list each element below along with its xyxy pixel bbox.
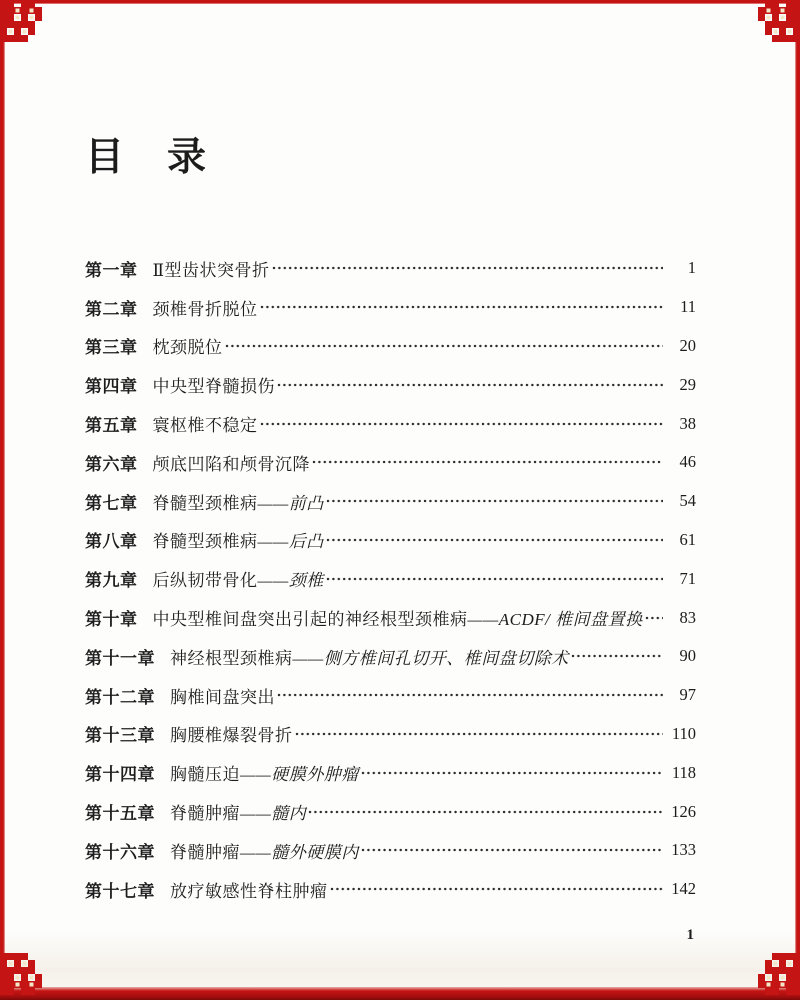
toc-entry xyxy=(85,404,696,443)
dot-leader xyxy=(260,420,664,428)
page-number: 142 xyxy=(671,879,696,899)
chapter-title: 胸腰椎爆裂骨折 xyxy=(170,726,293,746)
chapter-label: 第九章 xyxy=(85,571,138,591)
toc-entry xyxy=(85,792,696,831)
knot-ornament-icon xyxy=(0,0,42,42)
chapter-title: 颈椎骨折脱位 xyxy=(152,299,258,319)
chapter-title: 放疗敏感性脊柱肿瘤 xyxy=(170,881,328,901)
dot-leader xyxy=(361,769,663,777)
page-number: 118 xyxy=(671,762,696,782)
chapter-title: 中央型脊髓损伤 xyxy=(152,377,275,397)
dot-leader xyxy=(260,303,664,311)
page-number: 46 xyxy=(679,452,696,472)
chapter-label: 第一章 xyxy=(85,260,138,280)
dot-leader xyxy=(295,730,664,738)
chapter-label: 第十章 xyxy=(85,610,138,630)
chapter-title: 寰枢椎不稳定 xyxy=(152,416,258,436)
page-number: 90 xyxy=(679,646,696,666)
knot-ornament-icon xyxy=(0,953,42,995)
toc-entry xyxy=(85,482,696,521)
page-border-top xyxy=(0,0,800,4)
chapter-label: 第七章 xyxy=(85,493,138,513)
page-number: 97 xyxy=(679,685,696,705)
chapter-label: 第十四章 xyxy=(85,765,155,785)
chapter-subtitle: ——硬膜外肿瘤 xyxy=(240,765,359,785)
chapter-label: 第四章 xyxy=(85,377,138,397)
toc-entry xyxy=(85,676,696,715)
page-number: 54 xyxy=(679,491,696,511)
dot-leader xyxy=(361,846,663,854)
page-title: 目 录 xyxy=(85,136,209,179)
chapter-label: 第八章 xyxy=(85,532,138,552)
page-number: 110 xyxy=(671,723,696,743)
page-number: 38 xyxy=(679,413,696,433)
toc-entry xyxy=(85,288,696,327)
page-number: 11 xyxy=(680,297,696,317)
chapter-title: 神经根型颈椎病 xyxy=(170,648,293,668)
knot-ornament-icon xyxy=(758,0,800,42)
chapter-title: 脊髓肿瘤 xyxy=(170,804,240,824)
page-number: 29 xyxy=(679,374,696,394)
knot-ornament-icon xyxy=(758,953,800,995)
page-border-right xyxy=(795,0,800,1000)
chapter-subtitle: ——髓外硬膜内 xyxy=(240,842,359,862)
chapter-label: 第三章 xyxy=(85,338,138,358)
toc-entry xyxy=(85,637,696,676)
dot-leader xyxy=(571,652,663,660)
chapter-label: 第十七章 xyxy=(85,881,155,901)
chapter-title: 脊髓型颈椎病 xyxy=(152,493,258,513)
chapter-subtitle: ——颈椎 xyxy=(257,571,324,591)
chapter-title: 脊髓肿瘤 xyxy=(170,842,240,862)
dot-leader xyxy=(225,342,664,350)
toc-entry xyxy=(85,327,696,366)
toc-entry xyxy=(85,249,696,288)
page-number: 133 xyxy=(671,840,696,860)
page-number: 126 xyxy=(671,801,696,821)
toc-entry xyxy=(85,598,696,637)
page-number: 71 xyxy=(679,568,696,588)
toc-entry xyxy=(85,559,696,598)
chapter-label: 第十一章 xyxy=(85,648,155,668)
chapter-subtitle: ——前凸 xyxy=(257,493,324,513)
chapter-title: 胸椎间盘突出 xyxy=(170,687,275,707)
chapter-title: 脊髓型颈椎病 xyxy=(152,532,258,552)
chapter-subtitle: ——髓内 xyxy=(240,804,307,824)
chapter-label: 第五章 xyxy=(85,416,138,436)
chapter-label: 第二章 xyxy=(85,299,138,319)
page-number: 1 xyxy=(687,258,696,278)
chapter-label: 第六章 xyxy=(85,454,138,474)
dot-leader xyxy=(272,264,663,272)
chapter-subtitle: ——后凸 xyxy=(257,532,324,552)
toc-entry xyxy=(85,831,696,870)
chapter-title: 中央型椎间盘突出引起的神经根型颈椎病 xyxy=(152,610,468,630)
page-border-left xyxy=(0,0,5,1000)
dot-leader xyxy=(645,614,663,622)
chapter-title: 胸髓压迫 xyxy=(170,765,240,785)
chapter-label: 第十五章 xyxy=(85,804,155,824)
chapter-title: 枕颈脱位 xyxy=(152,338,223,358)
chapter-label: 第十三章 xyxy=(85,726,155,746)
toc-entry xyxy=(85,443,696,482)
toc-list xyxy=(85,249,696,909)
chapter-title: Ⅱ型齿状突骨折 xyxy=(152,260,270,280)
toc-entry xyxy=(85,715,696,754)
page-border-bottom xyxy=(0,987,800,1000)
dot-leader xyxy=(326,575,663,583)
chapter-title: 颅底凹陷和颅骨沉降 xyxy=(152,454,310,474)
dot-leader xyxy=(277,381,663,389)
page-number: 20 xyxy=(679,335,696,355)
folio-page-number: 1 xyxy=(686,927,694,943)
dot-leader xyxy=(312,458,663,466)
dot-leader xyxy=(326,497,663,505)
chapter-title: 后纵韧带骨化 xyxy=(152,571,258,591)
chapter-label: 第十六章 xyxy=(85,842,155,862)
dot-leader xyxy=(326,536,663,544)
chapter-label: 第十二章 xyxy=(85,687,155,707)
dot-leader xyxy=(277,691,663,699)
chapter-subtitle: ——侧方椎间孔切开、椎间盘切除术 xyxy=(292,648,569,668)
toc-entry xyxy=(85,870,696,909)
toc-entry xyxy=(85,521,696,560)
toc-entry xyxy=(85,365,696,404)
dot-leader xyxy=(308,808,663,816)
toc-entry xyxy=(85,753,696,792)
dot-leader xyxy=(330,885,664,893)
page-number: 83 xyxy=(679,607,696,627)
chapter-subtitle: ——ACDF/ 椎间盘置换 xyxy=(467,610,643,630)
page-number: 61 xyxy=(679,529,696,549)
